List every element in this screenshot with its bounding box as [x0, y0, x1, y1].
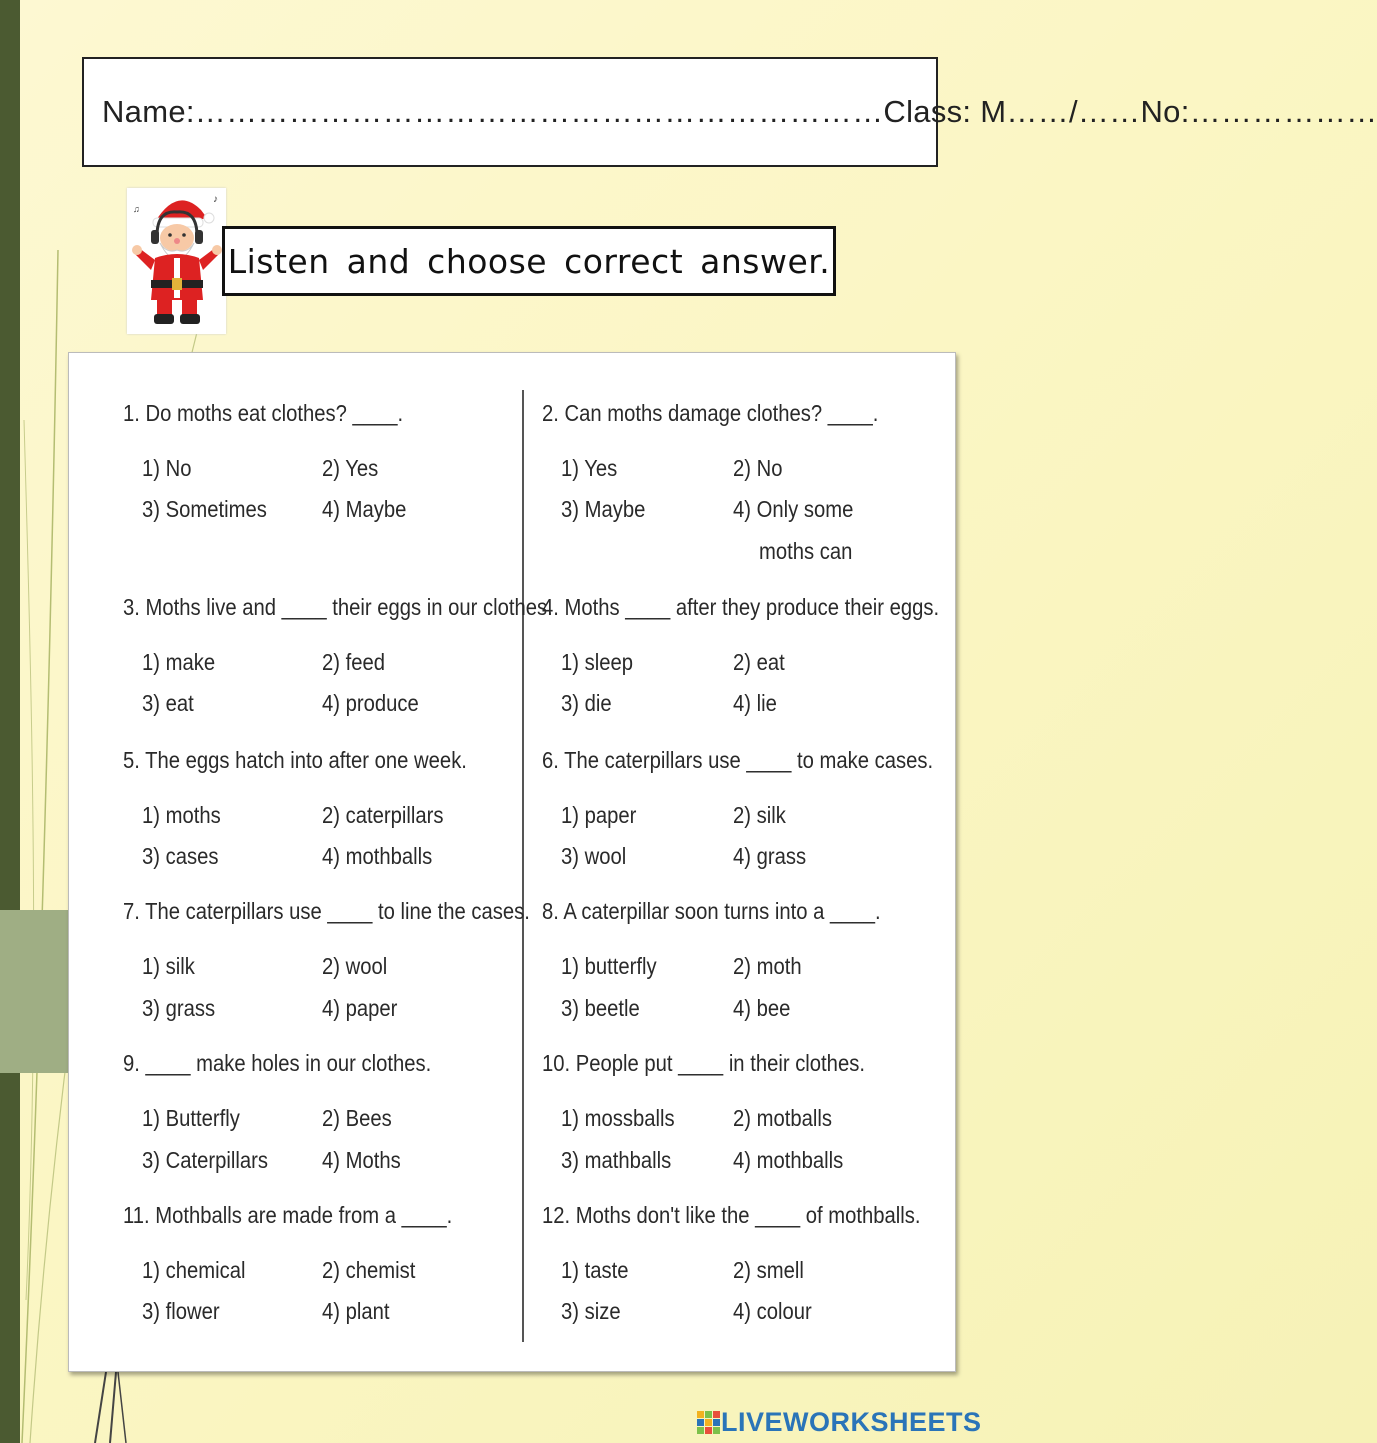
option-4[interactable]: 4) paper: [322, 995, 398, 1021]
question-text: 10. People put ____ in their clothes.: [542, 1050, 865, 1076]
liveworksheets-logo: [697, 1407, 982, 1438]
option-2[interactable]: 2) Bees: [322, 1105, 392, 1131]
option-1[interactable]: 1) No: [142, 455, 192, 481]
option-3[interactable]: 3) cases: [142, 843, 219, 869]
option-3[interactable]: 3) wool: [561, 843, 627, 869]
option-4[interactable]: 4) lie: [733, 690, 777, 716]
option-1[interactable]: 1) sleep: [561, 649, 634, 675]
logo-icon: [697, 1411, 721, 1435]
option-1[interactable]: 1) silk: [142, 953, 195, 979]
instruction-box: Listen and choose correct answer.: [222, 226, 836, 296]
brand-name: LIVEWORKSHEETS: [721, 1407, 982, 1437]
question-text: 2. Can moths damage clothes? ____.: [542, 400, 879, 426]
svg-text:♫: ♫: [133, 204, 140, 214]
option-3[interactable]: 3) beetle: [561, 995, 640, 1021]
option-1[interactable]: 1) taste: [561, 1257, 629, 1283]
left-side-tab: [0, 910, 68, 1073]
question-text: 1. Do moths eat clothes? ____.: [123, 400, 404, 426]
option-3[interactable]: 3) size: [561, 1298, 621, 1324]
question-text: 4. Moths ____ after they produce their eggs.: [542, 594, 940, 620]
option-3[interactable]: 3) Caterpillars: [142, 1147, 268, 1173]
column-divider: [522, 390, 524, 1342]
class-field-label: Class: M……/……: [883, 94, 1141, 129]
option-4[interactable]: 4) mothballs: [322, 843, 433, 869]
option-2[interactable]: 2) motballs: [733, 1105, 832, 1131]
student-info-box: [82, 57, 1377, 167]
option-4-continuation: moths can: [759, 538, 853, 564]
question-text: 5. The eggs hatch into after one week.: [123, 747, 467, 773]
option-2[interactable]: 2) wool: [322, 953, 388, 979]
option-4[interactable]: 4) Only some: [733, 496, 854, 522]
option-4[interactable]: 4) produce: [322, 690, 419, 716]
question-text: 3. Moths live and ____ their eggs in our clothes.: [123, 594, 553, 620]
option-2[interactable]: 2) smell: [733, 1257, 804, 1283]
option-4[interactable]: 4) grass: [733, 843, 807, 869]
option-2[interactable]: 2) moth: [733, 953, 802, 979]
option-2[interactable]: 2) caterpillars: [322, 802, 444, 828]
question-text: 6. The caterpillars use ____ to make cases.: [542, 747, 934, 773]
option-4[interactable]: 4) colour: [733, 1298, 812, 1324]
santa-illustration: [127, 188, 226, 334]
option-2[interactable]: 2) chemist: [322, 1257, 416, 1283]
option-1[interactable]: 1) paper: [561, 802, 637, 828]
option-1[interactable]: 1) make: [142, 649, 216, 675]
option-4[interactable]: 4) bee: [733, 995, 791, 1021]
option-3[interactable]: 3) mathballs: [561, 1147, 672, 1173]
option-3[interactable]: 3) flower: [142, 1298, 220, 1324]
option-3[interactable]: 3) Sometimes: [142, 496, 267, 522]
option-4[interactable]: 4) Maybe: [322, 496, 407, 522]
name-field-label: Name:…………………………………………………………: [102, 94, 884, 129]
option-4[interactable]: 4) plant: [322, 1298, 390, 1324]
option-2[interactable]: 2) feed: [322, 649, 386, 675]
option-1[interactable]: 1) Butterfly: [142, 1105, 240, 1131]
option-1[interactable]: 1) Yes: [561, 455, 618, 481]
option-3[interactable]: 3) grass: [142, 995, 216, 1021]
question-text: 8. A caterpillar soon turns into a ____.: [542, 898, 881, 924]
option-1[interactable]: 1) butterfly: [561, 953, 657, 979]
option-2[interactable]: 2) No: [733, 455, 783, 481]
question-text: 12. Moths don't like the ____ of mothballs.: [542, 1202, 921, 1228]
option-2[interactable]: 2) silk: [733, 802, 786, 828]
option-4[interactable]: 4) Moths: [322, 1147, 401, 1173]
svg-text:♪: ♪: [213, 194, 218, 205]
question-text: 9. ____ make holes in our clothes.: [123, 1050, 432, 1076]
option-4[interactable]: 4) mothballs: [733, 1147, 844, 1173]
option-1[interactable]: 1) chemical: [142, 1257, 246, 1283]
option-1[interactable]: 1) mossballs: [561, 1105, 675, 1131]
question-text: 7. The caterpillars use ____ to line the cases.: [123, 898, 530, 924]
number-field-label: No:………………: [1140, 94, 1377, 129]
option-1[interactable]: 1) moths: [142, 802, 221, 828]
option-3[interactable]: 3) eat: [142, 690, 194, 716]
option-2[interactable]: 2) Yes: [322, 455, 379, 481]
option-3[interactable]: 3) Maybe: [561, 496, 646, 522]
option-3[interactable]: 3) die: [561, 690, 612, 716]
question-text: 11. Mothballs are made from a ____.: [123, 1202, 453, 1228]
option-2[interactable]: 2) eat: [733, 649, 785, 675]
